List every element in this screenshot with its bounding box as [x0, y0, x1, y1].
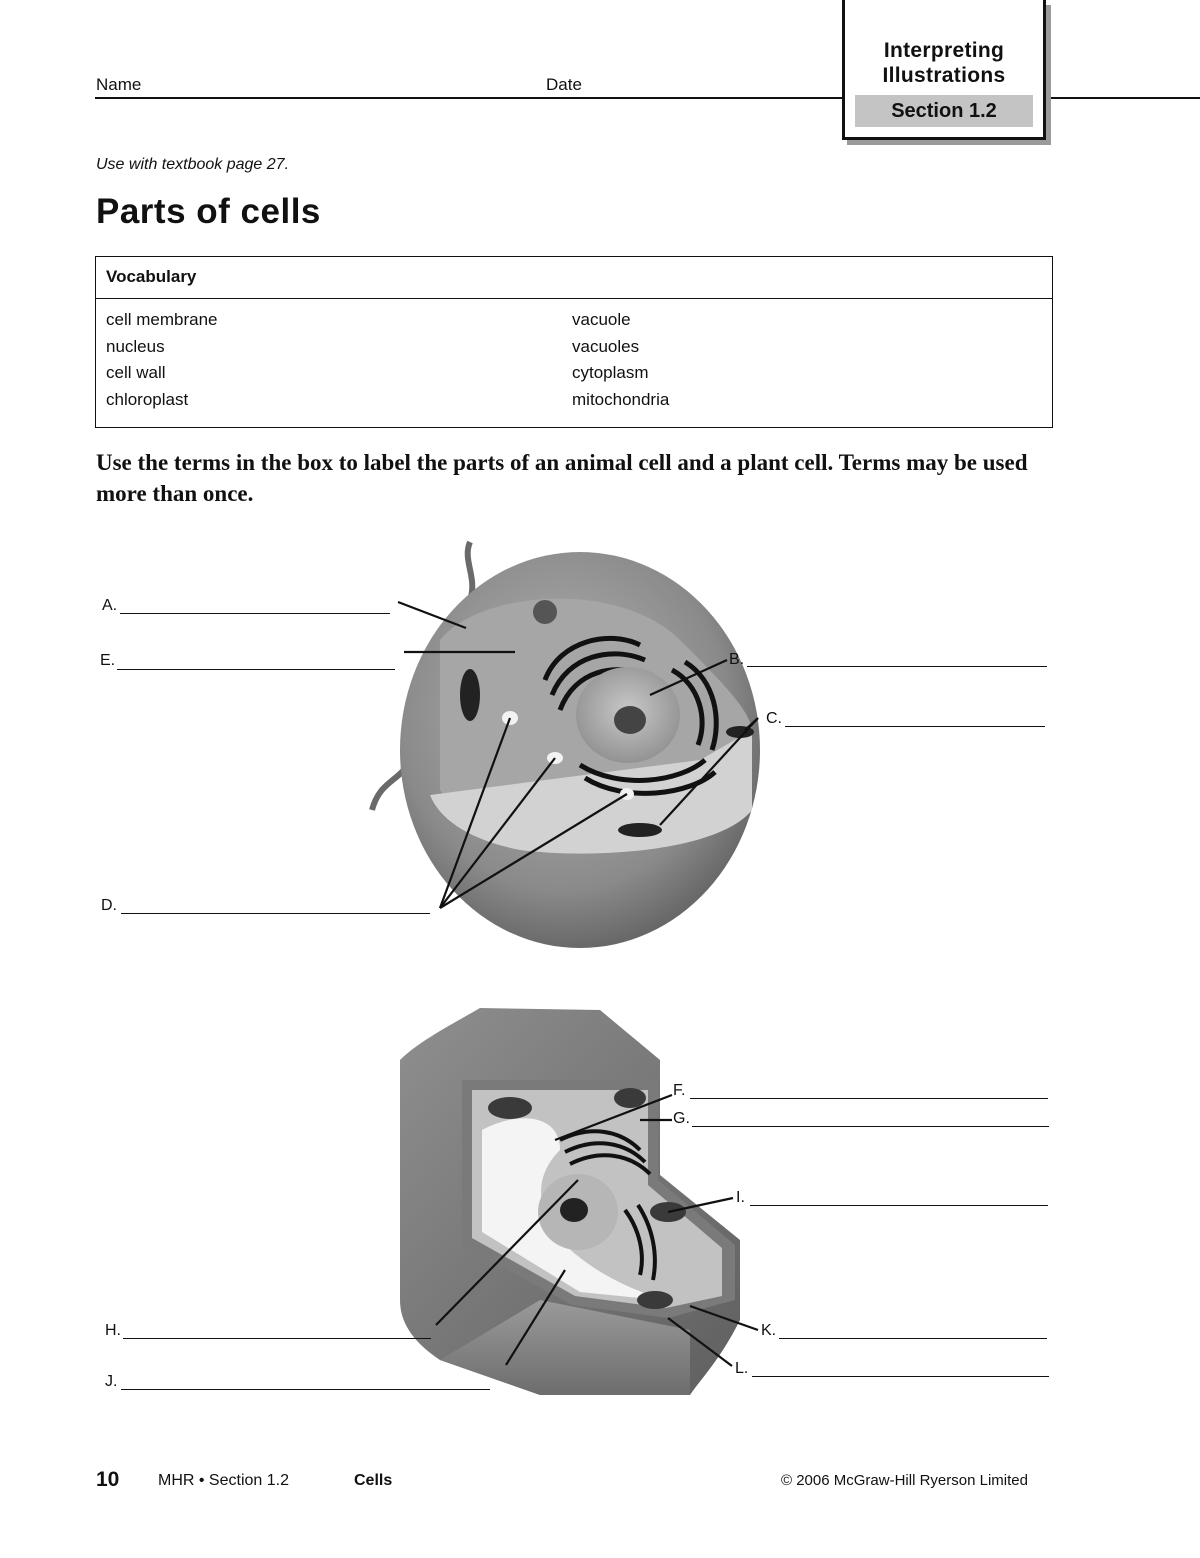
- vocab-term: vacuole: [572, 310, 631, 329]
- plant-nucleolus: [560, 1198, 588, 1222]
- chloroplast: [614, 1088, 646, 1108]
- chloroplast: [488, 1097, 532, 1119]
- vocabulary-heading: Vocabulary: [106, 267, 197, 286]
- mitochondrion: [618, 823, 662, 837]
- vocab-term: cell membrane: [106, 310, 218, 329]
- answer-blank-f[interactable]: [690, 1098, 1048, 1099]
- answer-blank-c[interactable]: [785, 726, 1045, 727]
- vocab-term: vacuoles: [572, 336, 640, 356]
- answer-blank-i[interactable]: [750, 1205, 1048, 1206]
- answer-blank-a[interactable]: [120, 613, 390, 614]
- footer-chapter: Cells: [354, 1472, 393, 1489]
- vocabulary-left-column: [106, 307, 218, 413]
- vocab-term: cytoplasm: [572, 363, 649, 382]
- answer-blank-d[interactable]: [121, 913, 430, 914]
- tab-title: [845, 38, 1043, 88]
- answer-blank-l[interactable]: [752, 1376, 1049, 1377]
- date-label: Date: [546, 75, 582, 94]
- textbook-reference: Use with textbook page 27.: [96, 156, 290, 173]
- name-label: Name: [96, 75, 142, 94]
- footer-copyright: © 2006 McGraw-Hill Ryerson Limited: [781, 1472, 1028, 1489]
- cell-projection: [468, 542, 473, 600]
- label-j: J.: [105, 1373, 118, 1390]
- answer-blank-j[interactable]: [121, 1389, 490, 1390]
- vocab-term: nucleus: [106, 336, 165, 356]
- chloroplast: [637, 1291, 673, 1309]
- instructions: Use the terms in the box to label the parts of an animal cell and a plant cell. Terms may be used more than once.: [96, 450, 1028, 506]
- animal-cell-illustration: [0, 520, 1200, 960]
- section-tab: [842, 0, 1046, 140]
- vesicle: [533, 600, 557, 624]
- answer-blank-g[interactable]: [692, 1126, 1049, 1127]
- tab-title-line2: Illustrations: [882, 64, 1006, 87]
- label-i: I.: [736, 1189, 745, 1206]
- label-d: D.: [101, 897, 117, 914]
- label-a: A.: [102, 597, 118, 614]
- label-h: H.: [105, 1322, 121, 1339]
- vocab-term: cell wall: [106, 363, 166, 382]
- vocab-term: mitochondria: [572, 389, 670, 409]
- answer-blank-b[interactable]: [747, 666, 1047, 667]
- answer-blank-k[interactable]: [779, 1338, 1047, 1339]
- label-b: B.: [729, 651, 745, 668]
- page-number: 10: [96, 1468, 120, 1491]
- label-g: G.: [673, 1110, 690, 1127]
- vocab-term: chloroplast: [106, 389, 189, 409]
- answer-blank-e[interactable]: [117, 669, 395, 670]
- page-title: Parts of cells: [96, 192, 321, 231]
- vocabulary-box: [95, 256, 1053, 428]
- label-f: F.: [673, 1082, 686, 1099]
- label-c: C.: [766, 710, 782, 727]
- label-k: K.: [761, 1322, 777, 1339]
- footer-section: MHR • Section 1.2: [158, 1472, 289, 1489]
- tab-title-line1: Interpreting: [883, 39, 1005, 62]
- label-l: L.: [735, 1360, 749, 1377]
- vocabulary-right-column: [572, 307, 669, 413]
- label-e: E.: [100, 652, 116, 669]
- tab-section-badge: Section 1.2: [855, 95, 1033, 127]
- header-rule: [95, 97, 845, 99]
- nucleolus: [614, 706, 646, 734]
- mitochondrion: [460, 669, 480, 721]
- header-rule-right: [1050, 97, 1200, 99]
- answer-blank-h[interactable]: [123, 1338, 431, 1339]
- vocabulary-header: [96, 257, 1052, 299]
